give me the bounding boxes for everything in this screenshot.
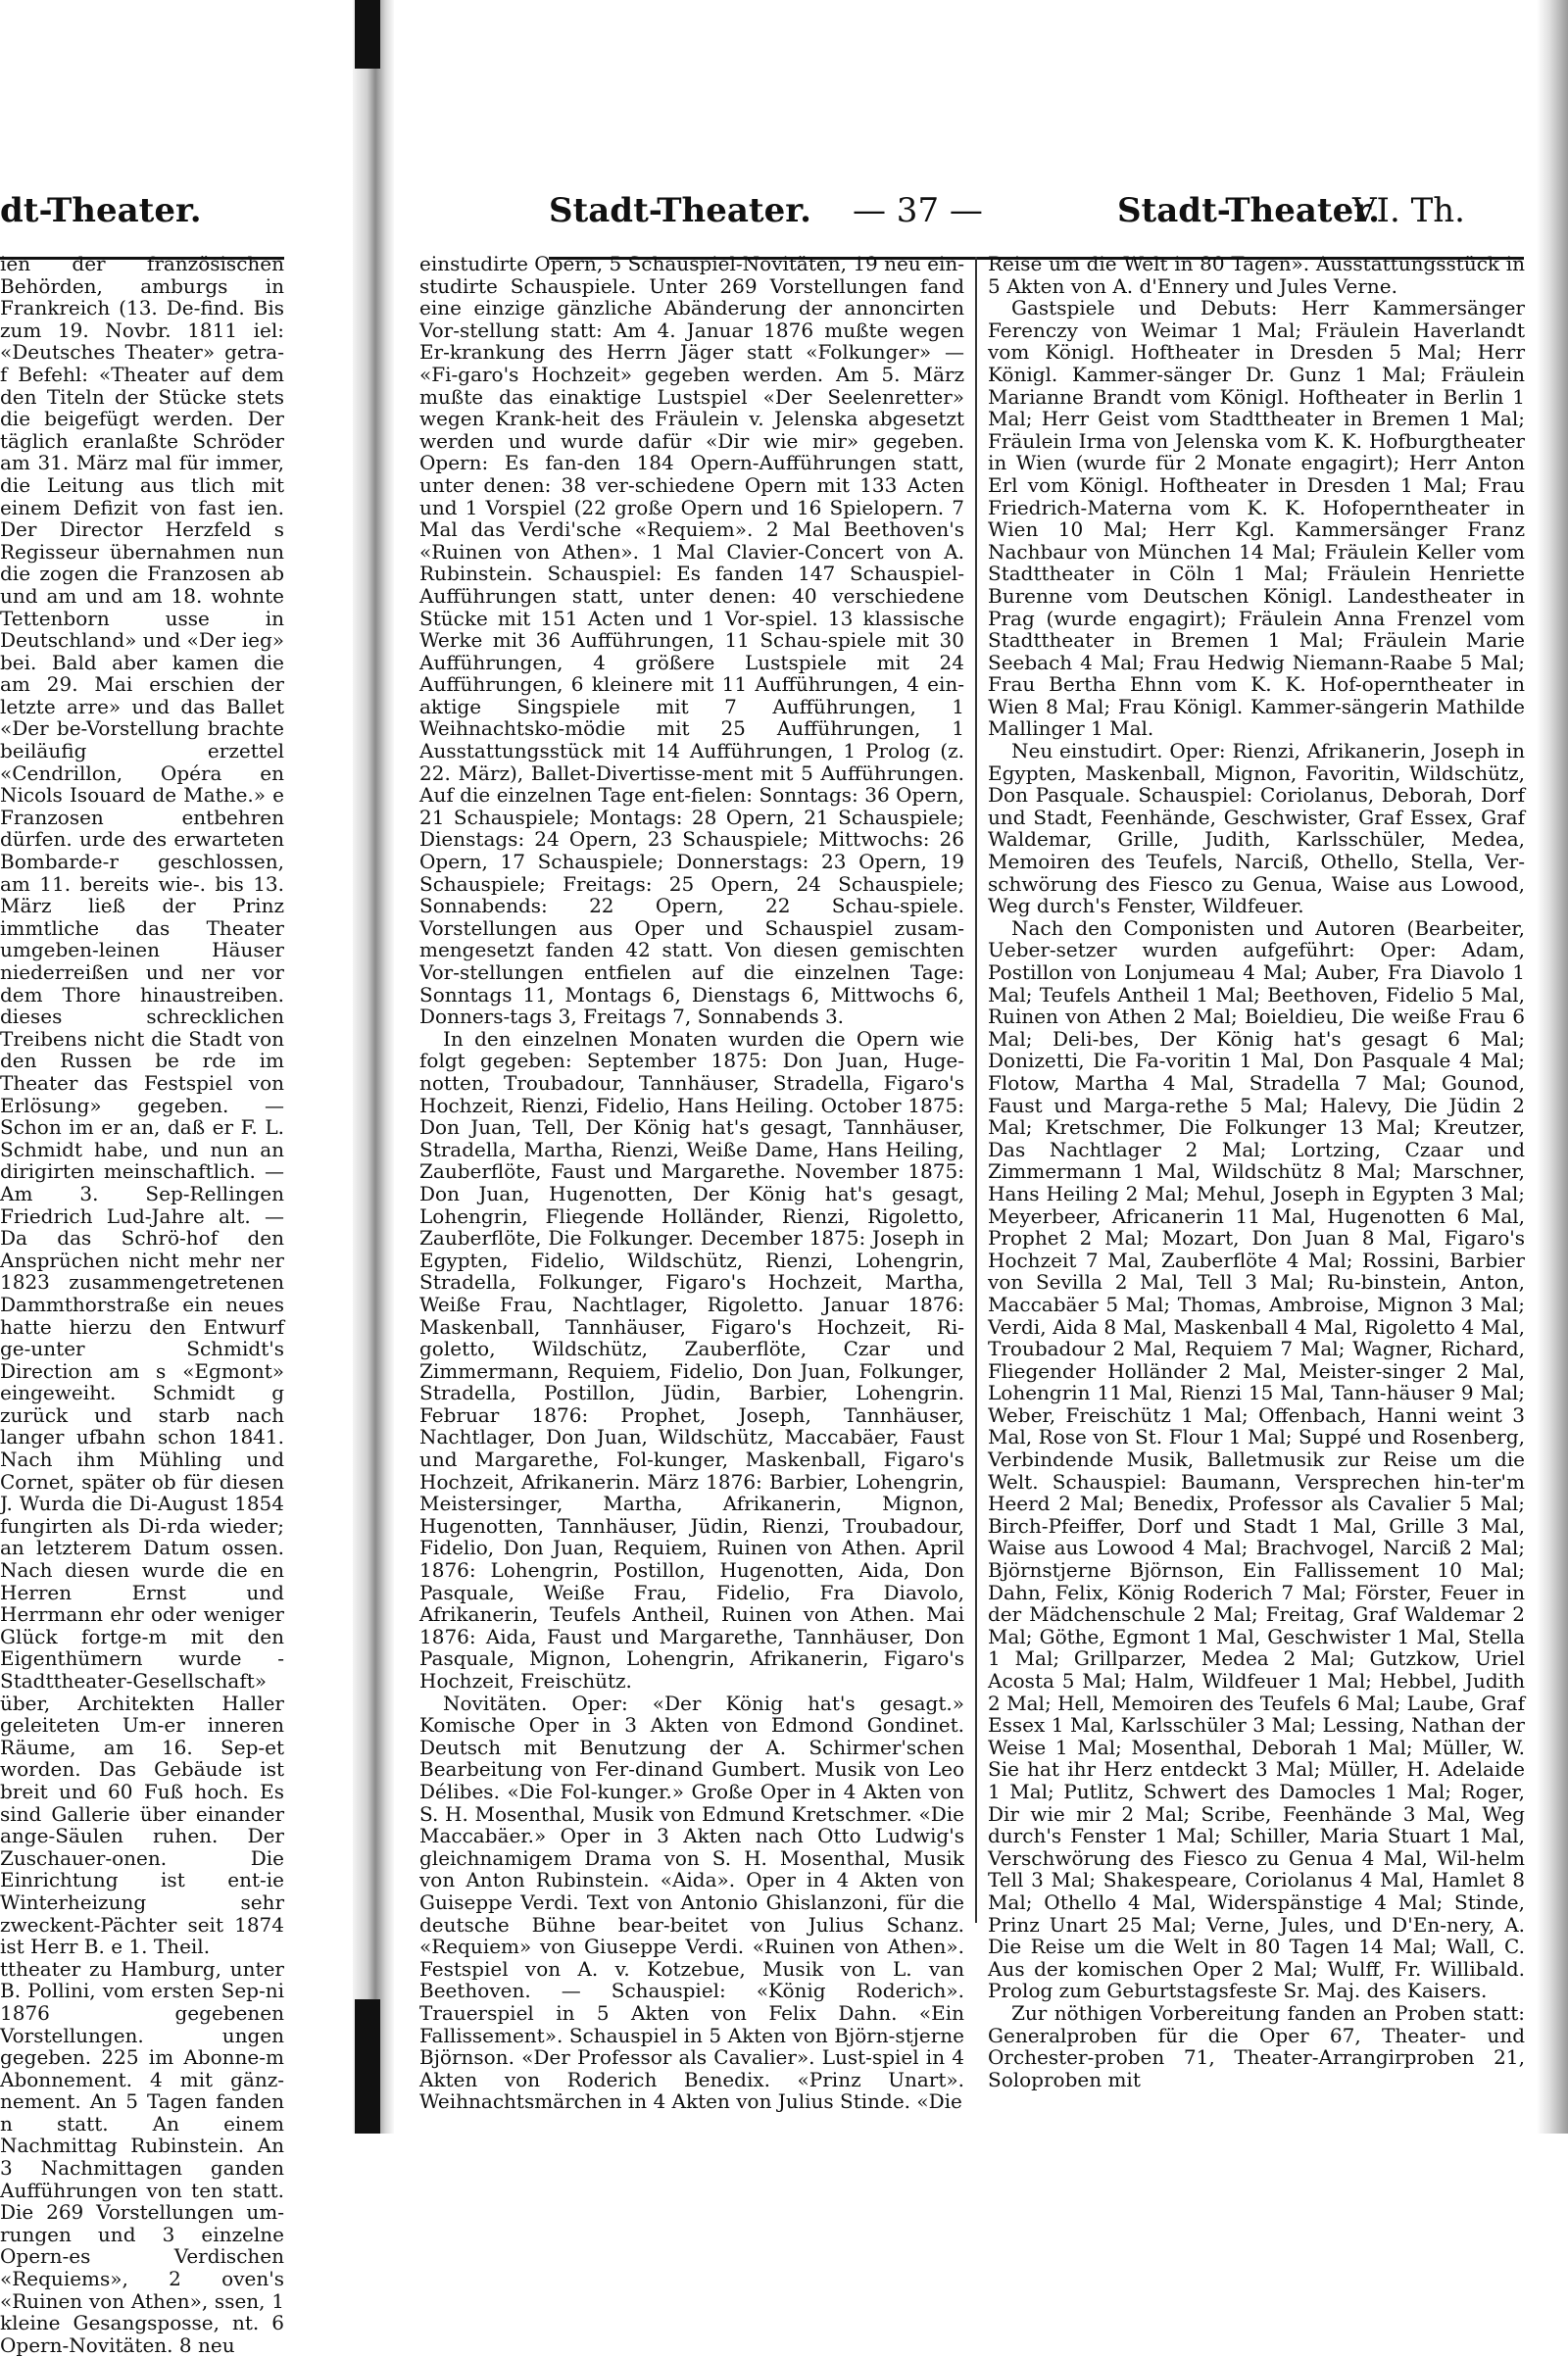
page-edge (1537, 0, 1568, 2134)
page-number: — 37 — (853, 191, 983, 230)
volume-label: VI. Th. (1352, 191, 1465, 230)
paragraph: Novitäten. Oper: «Der König hat's gesagt.» Komische Oper in 3 Akten von Edmond Gondinet. Deutsch mit Benutzung der A. Schirmer'schen Bearbeitung von Fer-dinand Gumbert. Musik von Leo Délibes. «Die Fol-kunger.» Große Oper in 4 Akten von S. H. Mosenthal, Musik von Edmund Kretschmer. «Die Maccabäer.» Oper in 3 Akten nach Otto Ludwig's gleichnamigem Drama von S. H. Mosenthal, Musik von Anton Rubinstein. «Aida». Oper in 4 Akten von Guiseppe Verdi. Text von Antonio Ghislanzoni, für die deutsche Bühne bear-beitet von Julius Schanz. «Requiem» von Giuseppe Verdi. «Ruinen von Athen». Festspiel von A. v. Kotzebue, Musik von L. van Beethoven. — Schauspiel: «König Roderich». Trauerspiel in 5 Akten von Felix Dahn. «Ein Fallissement». Schauspiel in 5 Akten von Björn-stjerne Björnson. «Der Professor als Cavalier». Lust-spiel in 4 Akten von Roderich Benedix. «Prinz Unart». Weihnachtsmärchen in 4 Akten von Julius Stinde. «Die (419, 1691, 964, 2114)
paragraph: In den einzelnen Monaten wurden die Opern wie folgt gegeben: September 1875: Don Juan, Huge-notten, Troubadour, Tannhäuser, Stradella, Figaro's Hochzeit, Rienzi, Fidelio, Hans Heiling. October 1875: Don Juan, Tell, Der König hat's gesagt, Tannhäuser, Stradella, Martha, Rienzi, Weiße Dame, Hans Heiling, Zauberflöte, Faust und Margarethe. November 1875: Don Juan, Hugenotten, Der König hat's gesagt, Lohengrin, Fliegende Holländer, Rienzi, Rigoletto, Zauberflöte, Die Folkunger. December 1875: Joseph in Egypten, Fidelio, Wildschütz, Rienzi, Lohengrin, Stradella, Folkunger, Figaro's Hochzeit, Martha, Weiße Frau, Nachtlager, Rigoletto. Januar 1876: Maskenball, Tannhäuser, Figaro's Hochzeit, Ri-goletto, Wildschütz, Zauberflöte, Czar und Zimmermann, Requiem, Fidelio, Don Juan, Folkunger, Stradella, Postillon, Jüdin, Barbier, Lohengrin. Februar 1876: Prophet, Joseph, Tannhäuser, Nachtlager, Don Juan, Wildschütz, Maccabäer, Faust und Margarethe, Fol-kunger, Maskenball, Figaro's Hochzeit, Afrikanerin. März 1876: Barbier, Lohengrin, Meistersinger, Martha, Afrikanerin, Mignon, Hugenotten, Tannhäuser, Jüdin, Rienzi, Troubadour, Fidelio, Don Juan, Requiem, Ruinen von Athen. April 1876: Lohengrin, Postillon, Hugenotten, Aida, Don Pasquale, Weiße Frau, Fidelio, Fra Diavolo, Afrikanerin, Teufels Antheil, Ruinen von Athen. Mai 1876: Aida, Faust und Margarethe, Tannhäuser, Don Pasquale, Mignon, Lohengrin, Afrikanerin, Figaro's Hochzeit, Freischütz. (419, 1026, 964, 1693)
paragraph: Nach den Componisten und Autoren (Bearbeiter, Ueber-setzer wurden aufgeführt: Oper: Adam, Postillon von Lonjumeau 4 Mal; Auber, Fra Diavolo 1 Mal; Teufels Antheil 1 Mal; Beethoven, Fidelio 5 Mal, Ruinen von Athen 2 Mal; Boieldieu, Die weiße Frau 6 Mal; Deli-bes, Der König hat's gesagt 6 Mal; Donizetti, Die Fa-voritin 1 Mal, Don Pasquale 4 Mal; Flotow, Martha 4 Mal, Stradella 7 Mal; Gounod, Faust und Marga-rethe 5 Mal; Halevy, Die Jüdin 2 Mal; Kretschmer, Die Folkunger 13 Mal; Kreutzer, Das Nachtlager 2 Mal; Lortzing, Czaar und Zimmermann 1 Mal, Wildschütz 8 Mal; Marschner, Hans Heiling 2 Mal; Mehul, Joseph in Egypten 3 Mal; Meyerbeer, Africanerin 11 Mal, Hugenotten 6 Mal, Prophet 2 Mal; Mozart, Don Juan 8 Mal, Figaro's Hochzeit 7 Mal, Zauberflöte 4 Mal; Rossini, Barbier von Sevilla 2 Mal, Tell 3 Mal; Ru-binstein, Anton, Maccabäer 5 Mal; Thomas, Ambroise, Mignon 3 Mal; Verdi, Aida 8 Mal, Maskenball 4 Mal, Rigoletto 4 Mal, Troubadour 2 Mal, Requiem 7 Mal; Wagner, Richard, Fliegender Holländer 2 Mal, Meister-singer 2 Mal, Lohengrin 11 Mal, Rienzi 15 Mal, Tann-häuser 9 Mal; Weber, Freischütz 1 Mal; Offenbach, Hanni weint 3 Mal, Rose von St. Flour 1 Mal; Suppé und Rosenberg, Verbindende Musik, Balletmusik zur Reise um die Welt. Schauspiel: Baumann, Versprechen hin-ter'm Heerd 2 Mal; Benedix, Professor als Cavalier 5 Mal; Birch-Pfeiffer, Dorf und Stadt 1 Mal, Grille 3 Mal, Waise aus Lowood 4 Mal; Brachvogel, Narciß 2 Mal; Björnstjerne Björnson, Ein Fallissement 10 Mal; Dahn, Felix, König Roderich 7 Mal; Förster, Feuer in der Mädchenschule 2 Mal; Freitag, Graf Waldemar 2 Mal; Göthe, Egmont 1 Mal, Geschwister 1 Mal, Stella 1 Mal; Grillparzer, Medea 2 Mal; Gutzkow, Uriel Acosta 5 Mal; Halm, Wildfeuer 1 Mal; Hebbel, Judith 2 Mal; Hell, Memoiren des Teufels 6 Mal; Laube, Graf Essex 1 Mal, Karlsschüler 3 Mal; Lessing, Nathan der Weise 1 Mal; Mosenthal, Deborah 1 Mal; Müller, W. Sie hat ihr Herz entdeckt 3 Mal; Müller, H. Adelaide 1 Mal; Putlitz, Schwert des Damocles 1 Mal; Roger, Dir wie mir 2 Mal; Scribe, Feenhände 3 Mal, Weg durch's Fenster 1 Mal; Schiller, Maria Stuart 1 Mal, Verschwörung des Fiesco zu Genua 4 Mal, Wil-helm Tell 3 Mal; Shakespeare, Coriolanus 4 Mal, Hamlet 8 Mal; Othello 4 Mal, Widerspänstige 4 Mal; Stinde, Prinz Unart 25 Mal; Verne, Jules, und D'En-nery, A. Die Reise um die Welt in 80 Tagen 14 Mal; Wall, C. Aus der komischen Oper 2 Mal; Wulff, Fr. Willibald. Prolog zum Geburtstagsfeste Sr. Maj. des Kaisers. (988, 915, 1525, 2003)
paragraph: einstudirte Opern, 5 Schauspiel-Novitäten, 19 neu ein-studirte Schauspiele. Unter 269 Vorstellungen fand eine einzige gänzliche Abänderung der annoncirten Vor-stellung statt: Am 4. Januar 1876 mußte wegen Er-krankung des Herrn Jäger statt «Folkunger» — «Fi-garo's Hochzeit» gegeben werden. Am 5. März mußte das einaktige Lustspiel «Der Seelenretter» wegen Krank-heit des Fräulein v. Jelenska abgesetzt werden und wurde dafür «Dir wie mir» gegeben. Opern: Es fan-den 184 Opern-Aufführungen statt, unter denen: 38 ver-schiedene Opern mit 133 Acten und 1 Vorspiel (22 große Opern und 16 Spielopern. 7 Mal das Verdi'sche «Requiem». 2 Mal Beethoven's «Ruinen von Athen». 1 Mal Clavier-Concert von A. Rubinstein. Schauspiel: Es fanden 147 Schauspiel-Aufführungen statt, unter denen: 40 verschiedene Stücke mit 151 Acten und 1 Vor-spiel. 13 klassische Werke mit 36 Aufführungen, 11 Schau-spiele mit 30 Aufführungen, 4 größere Lustspiele mit 24 Aufführungen, 6 kleinere mit 11 Aufführungen, 4 ein-aktige Singspiele mit 7 Aufführungen, 1 Weihnachtsko-mödie mit 25 Aufführungen, 1 Ausstattungsstück mit 14 Aufführungen, 1 Prolog (z. 22. März), Ballet-Divertisse-ment mit 5 Aufführungen. Auf die einzelnen Tage ent-fielen: Sonntags: 36 Opern, 21 Schauspiele; Montags: 28 Opern, 21 Schauspiele; Dienstags: 24 Opern, 23 Schauspiele; Mittwochs: 26 Opern, 17 Schauspiele; Donnerstags: 23 Opern, 19 Schauspiele; Freitags: 25 Opern, 24 Schauspiele; Sonnabends: 22 Opern, 22 Schau-spiele. Vorstellungen aus Oper und Schauspiel zusam-mengesetzt fanden 42 statt. Von diesen gemischten Vor-stellungen entfielen auf die einzelnen Tage: Sonntags 11, Montags 6, Dienstags 6, Mittwochs 6, Donners-tags 3, Freitags 7, Sonnabends 3. (419, 252, 964, 1029)
middle-column (419, 252, 964, 2114)
running-title-right: Stadt-Theater. (1117, 191, 1380, 230)
running-title-center: Stadt-Theater. (549, 191, 811, 230)
paragraph: Reise um die Welt in 80 Tagen». Ausstattungsstück in 5 Akten von A. d'Ennery und Jules Verne. (988, 252, 1525, 298)
right-column (988, 252, 1525, 2091)
paragraph: Gastspiele und Debuts: Herr Kammersänger Ferenczy von Weimar 1 Mal; Fräulein Haverlandt vom Königl. Hoftheater in Dresden 5 Mal; Herr Königl. Kammer-sänger Dr. Gunz 1 Mal; Fräulein Marianne Brandt vom Königl. Hoftheater in Berlin 1 Mal; Herr Geist vom Stadttheater in Bremen 1 Mal; Fräulein Irma von Jelenska vom K. K. Hofburgtheater in Wien (wurde für 2 Monate engagirt); Herr Anton Erl vom Königl. Hoftheater in Dresden 1 Mal; Frau Friedrich-Materna vom K. K. Hofoperntheater in Wien 10 Mal; Herr Kgl. Kammersänger Franz Nachbaur von München 14 Mal; Fräulein Keller vom Stadttheater in Cöln 1 Mal; Fräulein Henriette Burenne vom Deutschen Königl. Landestheater in Prag (wurde engagirt); Fräulein Anna Frenzel vom Stadttheater in Bremen 1 Mal; Fräulein Marie Seebach 4 Mal; Frau Hedwig Niemann-Raabe 5 Mal; Frau Bertha Ehnn vom K. K. Hof-operntheater in Wien 8 Mal; Frau Königl. Kammer-sängerin Mathilde Mallinger 1 Mal. (988, 296, 1525, 741)
paragraph: Zur nöthigen Vorbereitung fanden an Proben statt: Generalproben für die Oper 67, Theater- und Orchester-proben 71, Theater-Arrangirproben 21, Soloproben mit (988, 2000, 1525, 2091)
column-divider (975, 257, 977, 1923)
binding-strip-bottom (355, 1999, 380, 2134)
left-page-column (0, 252, 284, 2357)
left-page-running-title: dt-Theater. (0, 191, 202, 230)
book-gutter (353, 0, 394, 2134)
paragraph: Neu einstudirt. Oper: Rienzi, Afrikanerin, Joseph in Egypten, Maskenball, Mignon, Favoritin, Wildschütz, Don Pasquale. Schauspiel: Coriolanus, Deborah, Dorf und Stadt, Feenhände, Geschwister, Graf Essex, Graf Waldemar, Grille, Judith, Karlsschüler, Medea, Memoiren des Teufels, Narciß, Othello, Stella, Ver-schwörung des Fiesco zu Genua, Waise aus Lowood, Weg durch's Fenster, Wildfeuer. (988, 739, 1525, 918)
binding-strip-top (355, 0, 380, 69)
paragraph: ien der französischen Behörden, amburgs in Frankreich (13. De-find. Bis zum 19. Novbr. 1811 iel: «Deutsches Theater» getra-f Befehl: «Theater auf dem den Titeln der Stücke stets die beigefügt werden. Der täglich eranlaßte Schröder am 31. März mal für immer, die Leitung aus tlich mit einem Defizit von fast ien. Der Director Herzfeld s Regisseur übernahmen nun die zogen die Franzosen ab und am und am 18. wohnte Tettenborn usse in Deutschland» und «Der ieg» bei. Bald aber kamen die am 29. Mai erschien der letzte arre» und das Ballet «Der be-Vorstellung brachte beiläufig erzettel «Cendrillon, Opéra en Nicols Isouard de Mathe.» e Franzosen entbehren dürfen. urde des erwarteten Bombarde-r geschlossen, am 11. bereits wie-. bis 13. März ließ der Prinz immtliche das Theater umgeben-leinen Häuser niederreißen und ner vor dem Thore hinaustreiben. dieses schrecklichen Treibens nicht die Stadt von den Russen be rde im Theater das Festspiel von Erlösung» gegeben. — Schon im er an, daß er F. L. Schmidt habe, und nun an dirigirten meinschaftlich. — Am 3. Sep-Rellingen Friedrich Lud-Jahre alt. — Da das Schrö-hof den Ansprüchen nicht mehr ner 1823 zusammengetretenen Dammthorstraße ein neues hatte hierzu den Entwurf ge-unter Schmidt's Direction am s «Egmont» eingeweiht. Schmidt g zurück und starb nach langer ufbahn schon 1841. Nach ihm Mühling und Cornet, später ob für diesen J. Wurda die Di-August 1854 fungirten als Di-rda wieder; an letzterem Datum ossen. Nach diesen wurde die en Herren Ernst und Herrmann ehr oder weniger Glück fortge-m mit den Eigenthümern wurde -Stadttheater-Gesellschaft» über, Architekten Haller geleiteten Um-er inneren Räume, am 16. Sep-et worden. Das Gebäude ist breit und 60 Fuß hoch. Es sind Gallerie über einander ange-Säulen ruhen. Der Zuschauer-onen. Die Einrichtung ist ent-ie Winterheizung sehr zweckent-Pächter seit 1874 ist Herr B. e 1. Theil. (0, 252, 284, 1959)
paragraph: ttheater zu Hamburg, unter B. Pollini, vom ersten Sep-ni 1876 gegebenen Vorstellungen. ungen gegeben. 225 im Abonne-m Abonnement. 4 mit gänz-nement. An 5 Tagen fanden n statt. An einem Nachmittag Rubinstein. An 3 Nachmittagen ganden Aufführungen von ten statt. Die 269 Vorstellungen um-rungen und 3 einzelne Opern-es Verdischen «Requiems», 2 oven's «Ruinen von Athen», ssen, 1 kleine Gesangsposse, nt. 6 Opern-Novitäten. 8 neu (0, 1956, 284, 2357)
